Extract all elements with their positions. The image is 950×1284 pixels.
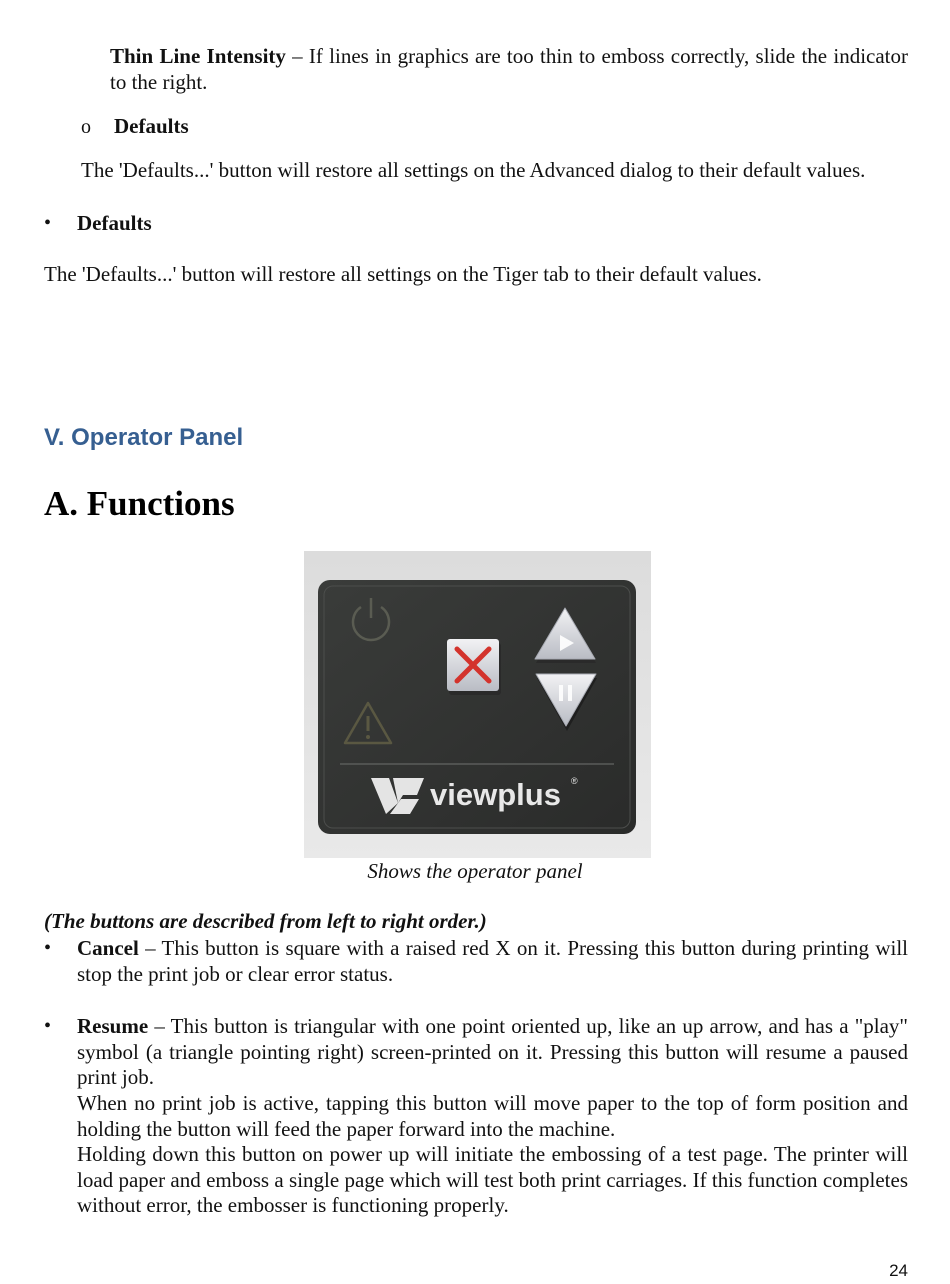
tiger-defaults-heading: Defaults [77,211,152,235]
thin-line-intensity-paragraph [110,44,908,95]
advanced-defaults-heading: Defaults [114,114,189,138]
resume-term: Resume [77,1014,149,1038]
cancel-button [447,639,501,695]
page-number: 24 [889,1261,908,1280]
resume-text: – This button is triangular with one point oriented up, like an up arrow, and has a "play" symbol (a triangle pointing right) screen-printed on it. Pressing this button will resume a paused print job. [77,1014,908,1089]
tiger-defaults-paragraph: The 'Defaults...' button will restore all settings on the Tiger tab to their default values. [44,262,762,286]
resume-paragraph: When no print job is active, tapping this button will move paper to the top of form position and holding the button will feed the paper forward into the machine. [77,1091,908,1141]
cancel-description [77,936,908,987]
cancel-term: Cancel [77,936,139,960]
thin-line-intensity-text: – If lines in graphics are too thin to emboss correctly, slide the indicator to the right. [110,44,909,94]
figure-caption: Shows the operator panel [367,859,583,883]
bullet: • [44,1015,52,1037]
resume-description [77,1014,908,1091]
cancel-text: – This button is square with a raised red X on it. Pressing this button during printing will stop the print job or clear error status. [77,936,908,986]
operator-panel-photo [304,551,651,858]
circle-bullet: o [81,116,91,138]
section-heading: V. Operator Panel [44,424,244,451]
viewplus-logo [371,776,578,814]
viewplus-logo-text: viewplus [430,777,561,812]
thin-line-intensity-term: Thin Line Intensity [110,44,286,68]
bullet: • [44,937,52,959]
buttons-intro: (The buttons are described from left to right order.) [44,909,487,933]
advanced-defaults-paragraph: The 'Defaults...' button will restore all settings on the Advanced dialog to their default values. [81,158,866,182]
subsection-heading: A. Functions [44,484,235,523]
registered-mark: ® [571,776,578,786]
resume-paragraph: Holding down this button on power up will initiate the embossing of a test page. The printer will load paper and emboss a single page which will test both print carriages. If this function completes without error, the embosser is functioning properly. [77,1142,908,1217]
bullet: • [44,212,52,234]
